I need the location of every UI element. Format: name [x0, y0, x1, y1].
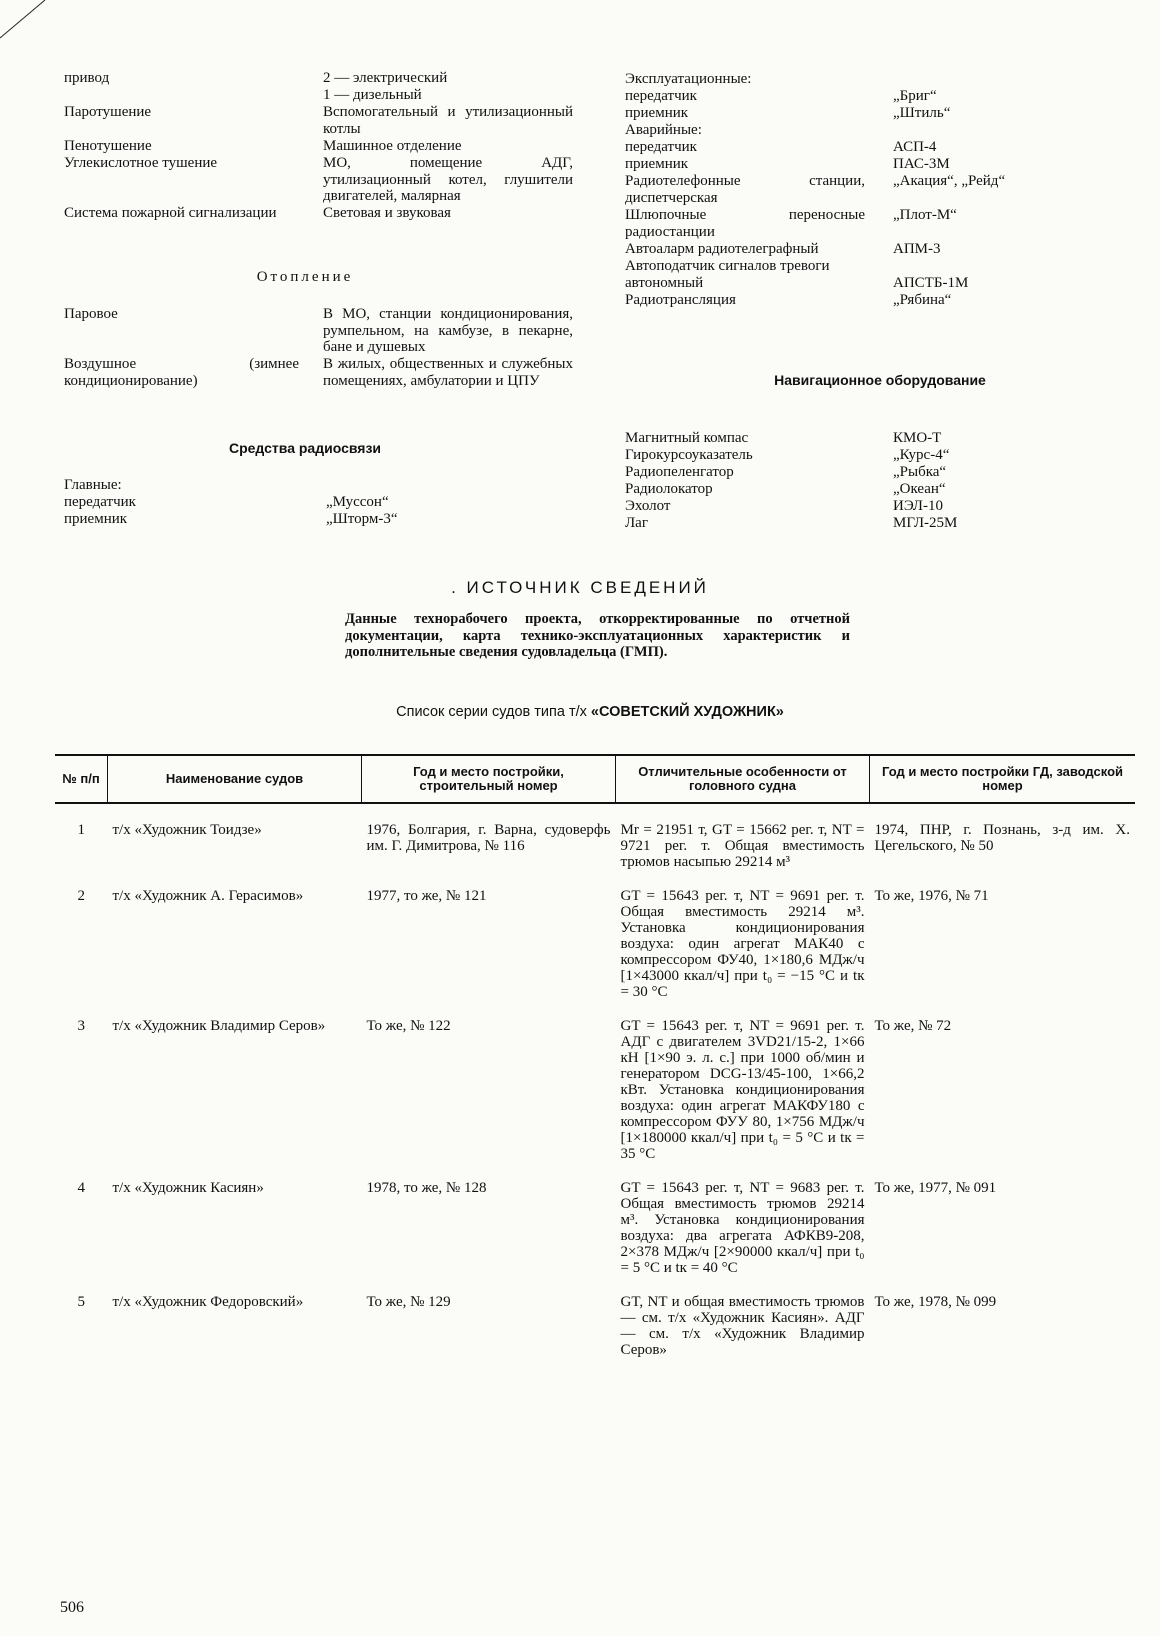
cell-name: т/х «Художник Федоровский»: [112, 1294, 304, 1310]
value-direction-finder: „Рыбка“: [893, 464, 947, 480]
cell-engine: То же, № 72: [874, 1018, 952, 1034]
label-autoalarm: Автоаларм радиотелеграфный: [625, 241, 819, 257]
label-lifeboat-radio: Шлюпочные переносные радиостанции: [625, 207, 865, 240]
label-magnetic-compass: Магнитный компас: [625, 430, 749, 446]
value-lifeboat-radio: „Плот-М“: [893, 207, 957, 223]
value-air-heating: В жилых, общественных и служебных помещениях, амбулатории и ЦПУ: [323, 356, 573, 389]
cell-features: GT = 15643 рег. т, NT = 9691 рег. т. Общая вместимость 29214 м³. Установка кондиционирования воздуха: один агрегат МАК40 с компрессором ФУ40, 1×180,6 МДж/ч [1×43000 ккал/ч] при t₀ = −15 °С и tк = 30 °С: [620, 888, 865, 1000]
label-radio-main-group: Главные:: [64, 477, 122, 493]
page-number: 506: [60, 1599, 84, 1616]
value-drive: 2 — электрический 1 — дизельный: [323, 70, 448, 103]
value-fire-alarm: Световая и звуковая: [323, 205, 451, 221]
label-co2-extinguish: Углекислотное тушение: [64, 155, 218, 171]
list-caption: [300, 704, 880, 721]
label-radar: Радиолокатор: [625, 481, 713, 497]
label-foam-extinguish: Пенотушение: [64, 138, 152, 154]
corner-line: [0, 0, 60, 40]
value-echo-sounder: ИЭЛ-10: [893, 498, 943, 514]
value-log: МГЛ-25М: [893, 515, 958, 531]
cell-built: То же, № 129: [366, 1294, 451, 1310]
cell-built: 1976, Болгария, г. Варна, судоверфь им. Г. Димитрова, № 116: [366, 822, 611, 854]
value-radiophone: „Акация“, „Рейд“: [893, 173, 1006, 189]
label-em-transmitter: передатчик: [625, 139, 697, 155]
header-number: № п/п: [55, 755, 108, 803]
header-built: Год и место постройки, строительный номер: [362, 755, 616, 803]
cell-engine: То же, 1978, № 099: [874, 1294, 997, 1310]
cell-name: т/х «Художник Тоидзе»: [112, 822, 262, 838]
value-alarm-sender: АПСТБ-1М: [893, 275, 969, 291]
cell-engine: 1974, ПНР, г. Познань, з-д им. Х. Цегельского, № 50: [874, 822, 1130, 854]
cell-built: То же, № 122: [366, 1018, 451, 1034]
label-steam-heating: Паровое: [64, 306, 118, 322]
cell-built: 1978, то же, № 128: [366, 1180, 487, 1196]
cell-features: GT = 15643 рег. т, NT = 9691 рег. т. АДГ с двигателем 3VD21/15-2, 1×66 кН [1×90 э. л. с.] при 1000 об/мин и генератором DCG-13/45-100, 1×66,2 кВт. Установка кондиционирования воздуха: один агрегат МАКФУ180 с компрессором ФУУ 80, 1×756 МДж/ч [1×180000 ккал/ч] при t₀ = 5 °С и tк = 35 °С: [620, 1018, 865, 1162]
value-magnetic-compass: КМО-Т: [893, 430, 942, 446]
source-text: Данные технорабочего проекта, откорректированные по отчетной документации, карта технико-эксплуатационных характеристик и дополнительные сведения судовладельца (ГМП).: [345, 611, 850, 660]
table-row: [55, 888, 1135, 1000]
label-em-receiver: приемник: [625, 156, 689, 172]
label-gyro: Гирокурсоуказатель: [625, 447, 753, 463]
header-name: Наименование судов: [108, 755, 362, 803]
value-em-receiver: ПАС-3М: [893, 156, 950, 172]
header-engine: Год и место постройки ГД, заводской номер: [870, 755, 1136, 803]
heading-source: . ИСТОЧНИК СВЕДЕНИЙ: [451, 578, 709, 597]
value-steam-heating: В МО, станции кондиционирования, румпельном, на камбузе, в пекарне, бане и душевых: [323, 306, 573, 355]
heading-radio: Средства радиосвязи: [228, 440, 382, 456]
table-header-row: [55, 755, 1135, 803]
label-steam-extinguish: Паротушение: [64, 104, 152, 120]
value-steam-extinguish: Вспомогательный и утилизационный котлы: [323, 104, 573, 137]
label-air-heating: Воздушное (зимнее кондиционирование): [64, 356, 299, 389]
label-echo-sounder: Эхолот: [625, 498, 671, 514]
cell-number: 1: [77, 822, 85, 838]
label-radio-receiver: приемник: [64, 511, 128, 527]
value-broadcast: „Рябина“: [893, 292, 952, 308]
table-row: [55, 1018, 1135, 1162]
value-op-transmitter: „Бриг“: [893, 88, 937, 104]
value-foam-extinguish: Машинное отделение: [323, 138, 462, 154]
label-log: Лаг: [625, 515, 648, 531]
label-op-receiver: приемник: [625, 105, 689, 121]
cell-engine: То же, 1976, № 71: [874, 888, 989, 904]
label-direction-finder: Радиопеленгатор: [625, 464, 734, 480]
label-alarm-sender: Автоподатчик сигналов тревоги автономный: [625, 258, 830, 291]
label-emergency: Аварийные:: [625, 122, 702, 138]
cell-name: т/х «Художник Касиян»: [112, 1180, 264, 1196]
label-drive: привод: [64, 70, 110, 86]
label-radiophone: Радиотелефонные станции, диспетчерская: [625, 173, 865, 206]
header-features: Отличительные особенности от головного судна: [616, 755, 870, 803]
heading-navigation: Навигационное оборудование: [774, 372, 986, 388]
cell-features: Mr = 21951 т, GT = 15662 рег. т, NT = 9721 рег. т. Общая вместимость трюмов насыпью 29214 м³: [620, 822, 865, 870]
label-op-transmitter: передатчик: [625, 88, 697, 104]
cell-features: GT = 15643 рег. т, NT = 9683 рег. т. Общая вместимость трюмов 29214 м³. Установка кондиционирования воздуха: два агрегата АФКВ9-208, 2×378 МДж/ч [2×90000 ккал/ч] при t₀ = 5 °С и tк = 40 °С: [620, 1180, 865, 1276]
cell-name: т/х «Художник Владимир Серов»: [112, 1018, 326, 1034]
ships-table: [55, 754, 1135, 1358]
value-radio-receiver: „Шторм-3“: [326, 511, 398, 527]
label-broadcast: Радиотрансляция: [625, 292, 736, 308]
cell-number: 3: [77, 1018, 85, 1034]
label-operational: Эксплуатационные:: [625, 71, 752, 87]
cell-number: 5: [77, 1294, 85, 1310]
list-caption-name: «СОВЕТСКИЙ ХУДОЖНИК»: [590, 704, 784, 720]
cell-features: GT, NT и общая вместимость трюмов — см. т/х «Художник Касиян». АДГ — см. т/х «Художник Владимир Серов»: [620, 1294, 865, 1358]
table-row: [55, 822, 1135, 870]
cell-number: 4: [77, 1180, 85, 1196]
cell-engine: То же, 1977, № 091: [874, 1180, 997, 1196]
value-em-transmitter: АСП-4: [893, 139, 937, 155]
cell-built: 1977, то же, № 121: [366, 888, 487, 904]
label-fire-alarm: Система пожарной сигнализации: [64, 205, 277, 221]
cell-number: 2: [77, 888, 85, 904]
list-caption-prefix: Список серии судов типа т/х: [396, 704, 591, 720]
value-gyro: „Курс-4“: [893, 447, 950, 463]
heading-heating: Отопление: [256, 269, 354, 285]
value-radar: „Океан“: [893, 481, 946, 497]
table-row: [55, 1180, 1135, 1276]
cell-name: т/х «Художник А. Герасимов»: [112, 888, 304, 904]
table-row: [55, 1294, 1135, 1358]
value-autoalarm: АПМ-3: [893, 241, 941, 257]
value-co2-extinguish: МО, помещение АДГ, утилизационный котел, глушители двигателей, малярная: [323, 155, 573, 204]
value-op-receiver: „Штиль“: [893, 105, 951, 121]
value-radio-transmitter: „Муссон“: [326, 494, 389, 510]
label-radio-transmitter: передатчик: [64, 494, 136, 510]
